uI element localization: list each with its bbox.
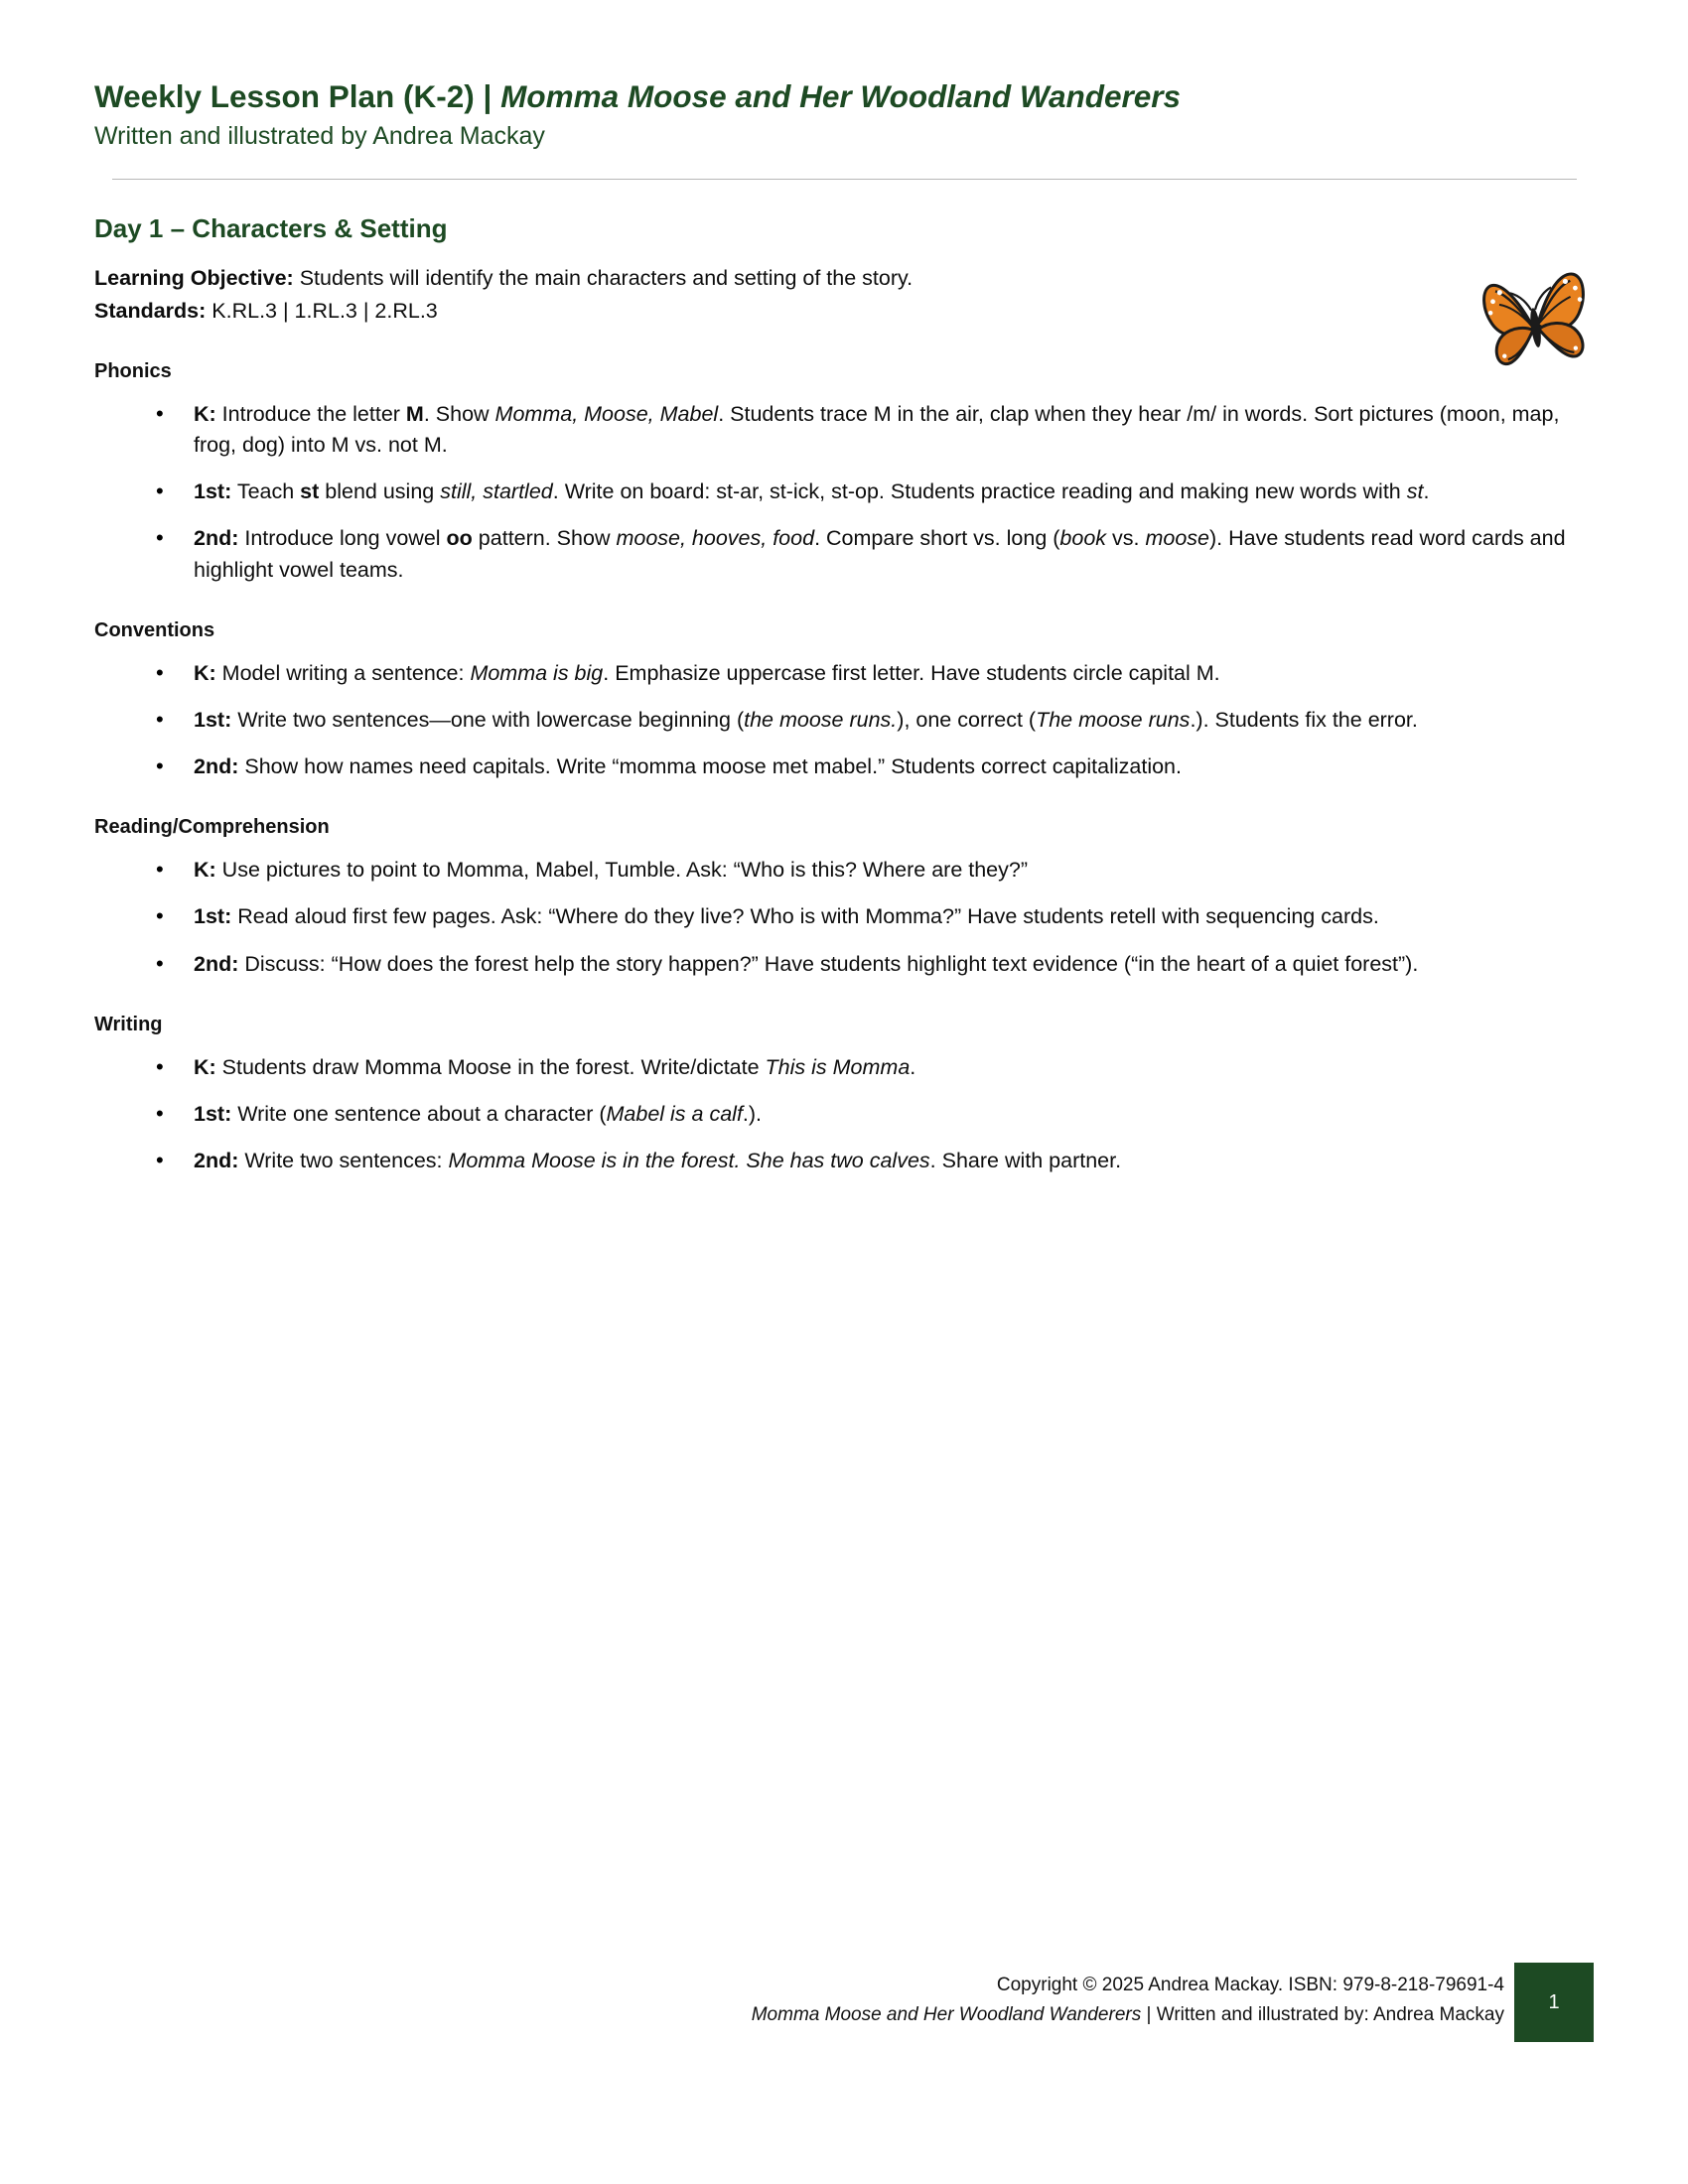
page-title-book: Momma Moose and Her Woodland Wanderers (500, 78, 1182, 114)
item-text: Teach st blend using still, startled. Write on board: st-ar, st-ick, st-op. Students practice reading and making new words with st. (231, 479, 1430, 504)
grade-label: K: (194, 401, 216, 426)
list-item (94, 523, 1594, 585)
section-heading-phonics: Phonics (94, 359, 172, 382)
learning-objective-label: Learning Objective: (94, 266, 294, 291)
grade-label: K: (194, 660, 216, 685)
list-item (94, 658, 1594, 689)
section-list-phonics (94, 399, 1594, 586)
day-heading: Day 1 – Characters & Setting (94, 213, 448, 244)
footer-credit (752, 2000, 1504, 2030)
item-text: Introduce the letter M. Show Momma, Moose, Mabel. Students trace M in the air, clap when they hear /m/ in words. Sort pictures (moon, map, frog, dog) into M vs. not M. (194, 401, 1560, 458)
section-heading-writing: Writing (94, 1013, 163, 1035)
page-title (94, 77, 1594, 116)
header-divider (112, 179, 1577, 180)
grade-label: 2nd: (194, 1149, 239, 1173)
grade-label: 2nd: (194, 526, 239, 551)
list-item (94, 949, 1594, 980)
item-text: Use pictures to point to Momma, Mabel, Tumble. Ask: “Who is this? Where are they?” (215, 858, 1029, 883)
list-item (94, 1146, 1594, 1176)
document-content (94, 77, 1594, 1176)
objective-block (94, 262, 1594, 327)
grade-label: 2nd: (194, 951, 239, 976)
list-item (94, 1052, 1594, 1083)
section-list-reading (94, 855, 1594, 980)
grade-label: K: (194, 858, 216, 883)
monarch-butterfly-icon (1472, 266, 1601, 395)
section-list-writing (94, 1052, 1594, 1177)
item-text: Discuss: “How does the forest help the story happen?” Have students highlight text evidence (“in the heart of a quiet forest”). (238, 951, 1419, 976)
item-text: Write two sentences—one with lowercase beginning (the moose runs.), one correct (The moose runs.). Students fix the error. (231, 707, 1418, 732)
item-text: Write two sentences: Momma Moose is in the forest. She has two calves. Share with partner. (238, 1149, 1122, 1173)
footer-text (752, 1971, 1504, 2031)
page-title-main: Weekly Lesson Plan (K-2) | (94, 78, 501, 114)
footer-copyright: Copyright © 2025 Andrea Mackay. ISBN: 979-8-218-79691-4 (996, 1975, 1504, 1995)
section-heading-conventions: Conventions (94, 618, 215, 641)
item-text: Model writing a sentence: Momma is big. Emphasize uppercase first letter. Have students circle capital M. (215, 660, 1220, 685)
footer-credit-rest: | Written and illustrated by: Andrea Mackay (1141, 2004, 1504, 2026)
list-item (94, 855, 1594, 886)
list-item (94, 477, 1594, 507)
list-item (94, 901, 1594, 932)
section-list-conventions (94, 658, 1594, 783)
item-text: Show how names need capitals. Write “momma moose met mabel.” Students correct capitalization. (238, 754, 1182, 779)
list-item (94, 705, 1594, 736)
learning-objective-text: Students will identify the main characters and setting of the story. (293, 266, 914, 291)
list-item (94, 751, 1594, 782)
item-text: Write one sentence about a character (Mabel is a calf.). (231, 1101, 763, 1126)
learning-objective-line (94, 262, 1594, 294)
standards-text: K.RL.3 | 1.RL.3 | 2.RL.3 (206, 298, 438, 323)
list-item (94, 399, 1594, 461)
grade-label: K: (194, 1054, 216, 1079)
grade-label: 1st: (194, 707, 232, 732)
item-text: Read aloud first few pages. Ask: “Where do they live? Who is with Momma?” Have students retell with sequencing cards. (231, 904, 1379, 929)
page-number-badge: 1 (1514, 1963, 1594, 2042)
footer-book-title: Momma Moose and Her Woodland Wanderers (751, 2004, 1142, 2026)
grade-label: 1st: (194, 904, 232, 929)
list-item (94, 1099, 1594, 1130)
grade-label: 1st: (194, 1101, 232, 1126)
grade-label: 1st: (194, 479, 232, 504)
grade-label: 2nd: (194, 754, 239, 779)
item-text: Students draw Momma Moose in the forest. Write/dictate This is Momma. (215, 1054, 916, 1079)
section-heading-reading: Reading/Comprehension (94, 816, 330, 839)
page-subtitle: Written and illustrated by Andrea Mackay (94, 122, 545, 151)
item-text: Introduce long vowel oo pattern. Show moose, hooves, food. Compare short vs. long (book vs. moose). Have students read word cards and highlight vowel teams. (194, 526, 1566, 582)
standards-label: Standards: (94, 298, 207, 323)
standards-line (94, 295, 1594, 327)
page-footer (0, 1971, 1688, 2090)
